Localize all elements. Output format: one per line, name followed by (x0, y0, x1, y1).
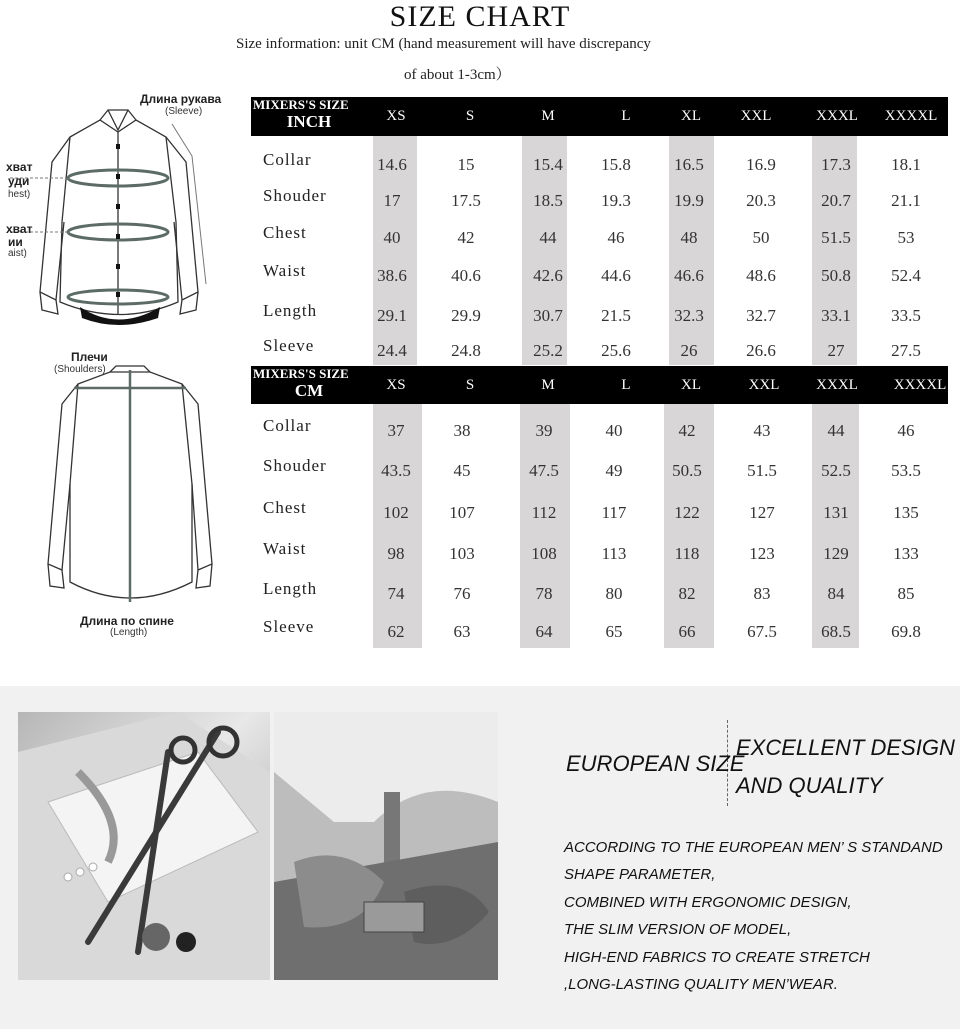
size-header-m: M (541, 108, 555, 124)
size-value-cell: 48.6 (746, 266, 776, 285)
row-label-waist: Waist (263, 539, 307, 558)
size-value-cell: 108 (531, 544, 557, 563)
row-label-waist: Waist (263, 261, 307, 280)
size-header-l: L (621, 108, 631, 124)
inch-size-table (251, 97, 948, 365)
size-value-cell: 53 (897, 228, 915, 247)
size-value-cell: 43.5 (381, 461, 411, 480)
row-label-length: Length (263, 579, 318, 598)
row-label-shouder: Shouder (263, 456, 327, 475)
cm-brand-label: MIXERS'S SIZE (253, 366, 349, 381)
size-value-cell: 80 (605, 584, 623, 603)
size-value-cell: 20.3 (746, 191, 776, 210)
description-line: HIGH-END FABRICS TO CREATE STRETCH (564, 949, 870, 966)
size-header-m: M (541, 377, 555, 393)
shirt-front-illustration (0, 92, 240, 332)
size-value-cell: 66 (678, 622, 696, 641)
shirt-front-drawing (0, 92, 240, 332)
shoulders-label-en: (Shoulders) (54, 364, 106, 375)
scissors-image (18, 712, 270, 980)
description-line: SHAPE PARAMETER, (564, 866, 716, 883)
chest-label-ru-2: уди (8, 174, 30, 188)
size-value-cell: 19.9 (674, 191, 704, 210)
size-header-s: S (465, 377, 475, 393)
waist-label-en: aist) (8, 248, 27, 259)
sewing-machine-photo (274, 712, 498, 980)
excellent-design-heading: EXCELLENT DESIGN (736, 735, 955, 760)
size-value-cell: 21.5 (601, 306, 631, 325)
size-value-cell: 40 (383, 228, 401, 247)
size-value-cell: 26 (680, 341, 698, 360)
waist-label-ru-2: ии (8, 235, 23, 249)
size-value-cell: 52.4 (891, 266, 921, 285)
size-value-cell: 18.5 (533, 191, 563, 210)
size-info-line-1: Size information: unit CM (hand measurement will have discrepancy (236, 36, 651, 52)
size-value-cell: 44.6 (601, 266, 631, 285)
size-value-cell: 14.6 (377, 155, 407, 174)
sewing-machine-image (274, 712, 498, 980)
description-line: THE SLIM VERSION OF MODEL, (564, 921, 792, 938)
size-header-xxl: XXL (740, 108, 772, 124)
size-value-cell: 135 (893, 503, 919, 522)
sleeve-label-en: (Sleeve) (165, 106, 203, 117)
size-value-cell: 68.5 (821, 622, 851, 641)
size-value-cell: 42 (457, 228, 475, 247)
row-label-chest: Chest (263, 498, 307, 517)
size-value-cell: 123 (749, 544, 775, 563)
size-value-cell: 133 (893, 544, 919, 563)
size-value-cell: 39 (535, 421, 553, 440)
size-value-cell: 51.5 (747, 461, 777, 480)
size-value-cell: 38.6 (377, 266, 407, 285)
size-value-cell: 16.5 (674, 155, 704, 174)
size-value-cell: 33.1 (821, 306, 851, 325)
size-value-cell: 118 (674, 544, 700, 563)
size-value-cell: 29.9 (451, 306, 481, 325)
size-header-xs: XS (386, 377, 406, 393)
description-line: COMBINED WITH ERGONOMIC DESIGN, (564, 894, 852, 911)
size-value-cell: 50.5 (672, 461, 702, 480)
size-value-cell: 24.4 (377, 341, 407, 360)
inch-table-header (251, 97, 948, 136)
size-value-cell: 102 (383, 503, 409, 522)
size-value-cell: 19.3 (601, 191, 631, 210)
description-line: ACCORDING TO THE EUROPEAN MEN’ S STANDAND (564, 839, 943, 856)
size-value-cell: 112 (531, 503, 557, 522)
shirt-back-drawing (40, 364, 220, 620)
size-value-cell: 32.7 (746, 306, 776, 325)
cm-size-table (251, 366, 948, 648)
size-value-cell: 129 (823, 544, 849, 563)
size-value-cell: 16.9 (746, 155, 776, 174)
size-value-cell: 84 (827, 584, 845, 603)
size-value-cell: 117 (601, 503, 627, 522)
chest-label-en: hest) (8, 189, 31, 200)
size-header-xxxxl: XXXXL (884, 108, 938, 124)
size-value-cell: 98 (387, 544, 405, 563)
size-value-cell: 37 (387, 421, 405, 440)
size-value-cell: 27 (827, 341, 845, 360)
cm-table-header (251, 366, 948, 404)
size-value-cell: 46 (607, 228, 625, 247)
size-value-cell: 65 (605, 622, 623, 641)
size-header-xxxl: XXXL (816, 108, 858, 124)
length-label-ru: Длина по спине (80, 614, 174, 628)
size-value-cell: 15.4 (533, 155, 563, 174)
size-value-cell: 103 (449, 544, 475, 563)
size-value-cell: 15.8 (601, 155, 631, 174)
row-label-collar: Collar (263, 416, 312, 435)
size-value-cell: 82 (678, 584, 696, 603)
size-value-cell: 30.7 (533, 306, 563, 325)
size-value-cell: 45 (453, 461, 471, 480)
tailoring-scissors-photo (18, 712, 270, 980)
size-value-cell: 51.5 (821, 228, 851, 247)
size-value-cell: 29.1 (377, 306, 407, 325)
size-value-cell: 48 (680, 228, 698, 247)
size-value-cell: 74 (387, 584, 405, 603)
waist-label-ru-1: хват (6, 222, 33, 236)
size-value-cell: 27.5 (891, 341, 921, 360)
size-value-cell: 107 (449, 503, 475, 522)
size-header-xxl: XXL (748, 377, 780, 393)
size-value-cell: 33.5 (891, 306, 921, 325)
size-info-line-2: of about 1-3cm） (404, 67, 511, 83)
size-value-cell: 17.3 (821, 155, 851, 174)
length-label-en: (Length) (110, 627, 148, 638)
size-value-cell: 18.1 (891, 155, 921, 174)
size-header-xl: XL (681, 108, 701, 124)
size-value-cell: 122 (674, 503, 700, 522)
size-value-cell: 17.5 (451, 191, 481, 210)
size-value-cell: 62 (387, 622, 405, 641)
size-value-cell: 49 (605, 461, 623, 480)
size-value-cell: 26.6 (746, 341, 776, 360)
size-value-cell: 83 (753, 584, 771, 603)
size-value-cell: 40 (605, 421, 623, 440)
size-value-cell: 43 (753, 421, 771, 440)
size-value-cell: 38 (453, 421, 471, 440)
chest-label-ru-1: хват (6, 160, 33, 174)
size-header-s: S (465, 108, 475, 124)
size-value-cell: 52.5 (821, 461, 851, 480)
size-value-cell: 67.5 (747, 622, 777, 641)
size-value-cell: 20.7 (821, 191, 851, 210)
row-label-collar: Collar (263, 150, 312, 169)
size-value-cell: 76 (453, 584, 471, 603)
size-value-cell: 85 (897, 584, 915, 603)
size-value-cell: 21.1 (891, 191, 921, 210)
size-value-cell: 46 (897, 421, 915, 440)
size-value-cell: 17 (383, 191, 401, 210)
inch-brand-label: MIXERS'S SIZE (253, 97, 349, 112)
size-value-cell: 113 (601, 544, 627, 563)
shoulders-label-ru: Плечи (71, 350, 108, 364)
row-label-chest: Chest (263, 223, 307, 242)
description-line: ,LONG-LASTING QUALITY MEN’WEAR. (564, 976, 838, 993)
and-quality-heading: AND QUALITY (736, 773, 883, 798)
size-header-xxxxl: XXXXL (893, 377, 947, 393)
size-value-cell: 50.8 (821, 266, 851, 285)
size-value-cell: 15 (457, 155, 475, 174)
shirt-back-illustration (40, 364, 220, 620)
size-value-cell: 25.2 (533, 341, 563, 360)
inch-unit-label: INCH (286, 112, 332, 131)
european-size-heading: EUROPEAN SIZE (566, 751, 745, 776)
size-value-cell: 40.6 (451, 266, 481, 285)
size-header-xs: XS (386, 108, 406, 124)
size-value-cell: 47.5 (529, 461, 559, 480)
size-value-cell: 53.5 (891, 461, 921, 480)
row-label-sleeve: Sleeve (263, 617, 315, 636)
size-value-cell: 44 (539, 228, 557, 247)
sleeve-label-ru: Длина рукава (140, 92, 222, 106)
row-label-shouder: Shouder (263, 186, 327, 205)
page-title: SIZE CHART (389, 0, 571, 33)
size-header-l: L (621, 377, 631, 393)
size-value-cell: 63 (453, 622, 471, 641)
size-value-cell: 131 (823, 503, 849, 522)
size-value-cell: 44 (827, 421, 845, 440)
row-label-sleeve: Sleeve (263, 336, 315, 355)
size-header-xxxl: XXXL (816, 377, 858, 393)
size-value-cell: 64 (535, 622, 553, 641)
size-value-cell: 32.3 (674, 306, 704, 325)
cm-unit-label: CM (294, 381, 324, 400)
row-label-length: Length (263, 301, 318, 320)
size-value-cell: 25.6 (601, 341, 631, 360)
size-value-cell: 78 (535, 584, 553, 603)
size-header-xl: XL (681, 377, 701, 393)
size-value-cell: 24.8 (451, 341, 481, 360)
size-value-cell: 69.8 (891, 622, 921, 641)
size-value-cell: 50 (752, 228, 770, 247)
size-value-cell: 127 (749, 503, 775, 522)
size-value-cell: 46.6 (674, 266, 704, 285)
size-value-cell: 42.6 (533, 266, 563, 285)
size-value-cell: 42 (678, 421, 696, 440)
